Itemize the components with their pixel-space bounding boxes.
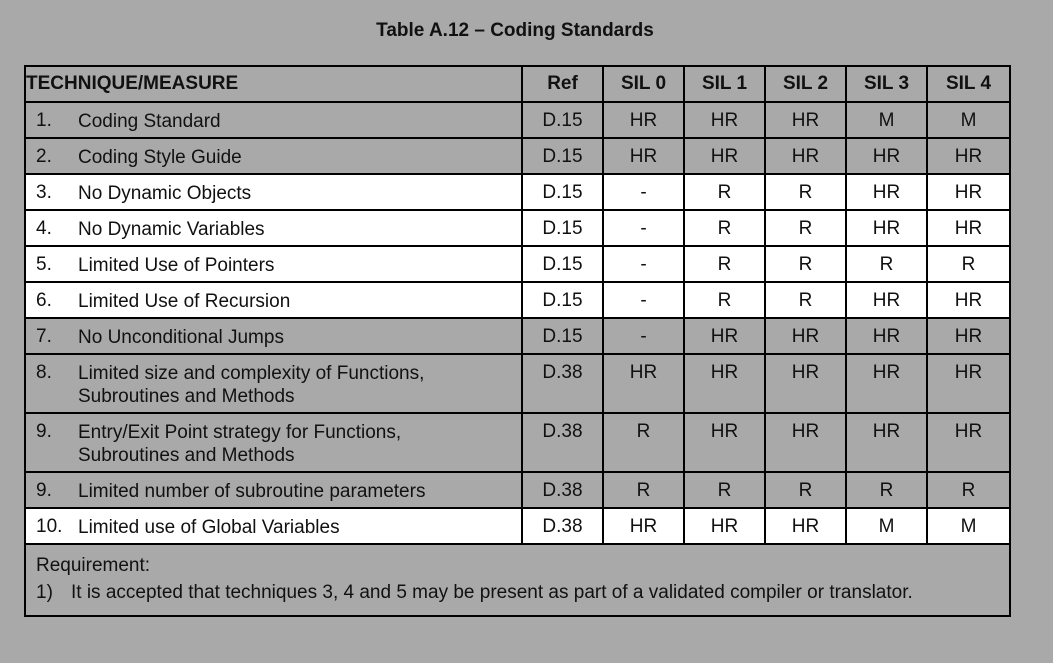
technique-name-line: Subroutines and Methods xyxy=(78,386,295,407)
technique-name-line: Limited Use of Recursion xyxy=(78,291,291,312)
header-sil2: SIL 2 xyxy=(765,66,846,102)
technique-number: 7. xyxy=(36,326,52,347)
sil0-cell: HR xyxy=(603,102,684,138)
sil2-cell: R xyxy=(765,246,846,282)
technique-name xyxy=(78,218,265,241)
technique-name-line: Coding Standard xyxy=(78,111,221,132)
technique-number: 9. xyxy=(36,421,52,442)
technique-number: 10. xyxy=(36,516,63,537)
sil4-cell: R xyxy=(927,246,1010,282)
sil2-cell: HR xyxy=(765,354,846,413)
sil1-cell: HR xyxy=(684,413,765,472)
technique-number: 4. xyxy=(36,218,52,239)
table-row xyxy=(25,246,1010,282)
sil2-cell: HR xyxy=(765,508,846,544)
header-sil0: SIL 0 xyxy=(603,66,684,102)
sil1-cell: R xyxy=(684,472,765,508)
technique-name-line: Limited Use of Pointers xyxy=(78,255,275,276)
ref-cell: D.15 xyxy=(522,102,603,138)
ref-cell: D.38 xyxy=(522,508,603,544)
ref-cell: D.15 xyxy=(522,282,603,318)
sil1-cell: HR xyxy=(684,138,765,174)
header-sil3: SIL 3 xyxy=(846,66,927,102)
sil1-cell: R xyxy=(684,246,765,282)
sil0-cell: - xyxy=(603,246,684,282)
technique-name xyxy=(78,421,401,467)
sil1-cell: R xyxy=(684,282,765,318)
table-row xyxy=(25,413,1010,472)
sil2-cell: HR xyxy=(765,413,846,472)
table-title: Table A.12 – Coding Standards xyxy=(376,20,654,41)
sil3-cell: HR xyxy=(846,354,927,413)
table-header-row xyxy=(25,66,1010,102)
technique-name xyxy=(78,290,290,313)
technique-name-line: Coding Style Guide xyxy=(78,147,242,168)
sil4-cell: HR xyxy=(927,174,1010,210)
technique-name xyxy=(78,110,221,133)
table-row xyxy=(25,102,1010,138)
sil0-cell: R xyxy=(603,413,684,472)
ref-cell: D.38 xyxy=(522,472,603,508)
ref-cell: D.38 xyxy=(522,413,603,472)
requirement-title: Requirement: xyxy=(36,555,151,576)
header-sil1: SIL 1 xyxy=(684,66,765,102)
header-technique: TECHNIQUE/MEASURE xyxy=(25,66,522,102)
technique-name-line: Limited use of Global Variables xyxy=(78,517,340,538)
ref-cell: D.15 xyxy=(522,174,603,210)
technique-name xyxy=(78,516,340,539)
ref-cell: D.38 xyxy=(522,354,603,413)
sil0-cell: - xyxy=(603,210,684,246)
sil3-cell: HR xyxy=(846,138,927,174)
sil3-cell: R xyxy=(846,472,927,508)
technique-number: 1. xyxy=(36,110,52,131)
sil3-cell: HR xyxy=(846,210,927,246)
coding-standards-table xyxy=(24,65,1011,617)
sil0-cell: - xyxy=(603,318,684,354)
technique-cell xyxy=(25,174,522,210)
table-row xyxy=(25,472,1010,508)
technique-number: 6. xyxy=(36,290,52,311)
table-row xyxy=(25,138,1010,174)
sil2-cell: R xyxy=(765,210,846,246)
technique-number: 2. xyxy=(36,146,52,167)
technique-name xyxy=(78,326,284,349)
sil4-cell: HR xyxy=(927,354,1010,413)
technique-name xyxy=(78,362,424,408)
ref-cell: D.15 xyxy=(522,138,603,174)
sil2-cell: R xyxy=(765,472,846,508)
sil0-cell: HR xyxy=(603,508,684,544)
technique-number: 5. xyxy=(36,254,52,275)
sil4-cell: HR xyxy=(927,282,1010,318)
technique-cell xyxy=(25,413,522,472)
sil0-cell: R xyxy=(603,472,684,508)
sil1-cell: R xyxy=(684,174,765,210)
table-row xyxy=(25,318,1010,354)
sil0-cell: HR xyxy=(603,354,684,413)
technique-cell xyxy=(25,246,522,282)
technique-cell xyxy=(25,508,522,544)
technique-cell xyxy=(25,318,522,354)
sil1-cell: HR xyxy=(684,318,765,354)
table-row xyxy=(25,508,1010,544)
sil3-cell: HR xyxy=(846,174,927,210)
technique-name-line: No Dynamic Variables xyxy=(78,219,265,240)
technique-name-line: No Dynamic Objects xyxy=(78,183,252,204)
sil4-cell: M xyxy=(927,102,1010,138)
sil4-cell: HR xyxy=(927,138,1010,174)
technique-number: 9. xyxy=(36,480,52,501)
sil2-cell: HR xyxy=(765,138,846,174)
technique-number: 8. xyxy=(36,362,52,383)
sil0-cell: - xyxy=(603,174,684,210)
sil3-cell: M xyxy=(846,508,927,544)
header-sil4: SIL 4 xyxy=(927,66,1010,102)
sil3-cell: HR xyxy=(846,282,927,318)
sil4-cell: R xyxy=(927,472,1010,508)
technique-name-line: Entry/Exit Point strategy for Functions, xyxy=(78,422,402,443)
sil4-cell: HR xyxy=(927,413,1010,472)
requirement-item xyxy=(36,579,999,607)
ref-cell: D.15 xyxy=(522,210,603,246)
table-row xyxy=(25,210,1010,246)
ref-cell: D.15 xyxy=(522,246,603,282)
technique-name xyxy=(78,146,242,169)
technique-name xyxy=(78,182,251,205)
sil2-cell: HR xyxy=(765,102,846,138)
sil4-cell: HR xyxy=(927,210,1010,246)
sil2-cell: HR xyxy=(765,318,846,354)
technique-cell xyxy=(25,472,522,508)
technique-cell xyxy=(25,354,522,413)
technique-name-line: No Unconditional Jumps xyxy=(78,327,284,348)
sil1-cell: HR xyxy=(684,508,765,544)
sil1-cell: HR xyxy=(684,354,765,413)
table-row xyxy=(25,174,1010,210)
technique-cell xyxy=(25,210,522,246)
sil3-cell: R xyxy=(846,246,927,282)
technique-name xyxy=(78,480,425,503)
sil3-cell: M xyxy=(846,102,927,138)
ref-cell: D.15 xyxy=(522,318,603,354)
sil0-cell: - xyxy=(603,282,684,318)
sil2-cell: R xyxy=(765,282,846,318)
sil1-cell: HR xyxy=(684,102,765,138)
sil0-cell: HR xyxy=(603,138,684,174)
table-row xyxy=(25,282,1010,318)
sil1-cell: R xyxy=(684,210,765,246)
technique-cell xyxy=(25,138,522,174)
technique-name-line: Limited size and complexity of Functions, xyxy=(78,363,425,384)
technique-number: 3. xyxy=(36,182,52,203)
technique-name xyxy=(78,254,274,277)
requirement-item-number: 1) xyxy=(36,582,53,603)
table-row xyxy=(25,354,1010,413)
sil2-cell: R xyxy=(765,174,846,210)
technique-cell xyxy=(25,102,522,138)
sil4-cell: M xyxy=(927,508,1010,544)
technique-cell xyxy=(25,282,522,318)
requirement-cell xyxy=(25,544,1010,616)
header-ref: Ref xyxy=(522,66,603,102)
sil3-cell: HR xyxy=(846,318,927,354)
technique-name-line: Limited number of subroutine parameters xyxy=(78,481,426,502)
technique-name-line: Subroutines and Methods xyxy=(78,445,295,466)
requirement-item-text: It is accepted that techniques 3, 4 and 5 may be present as part of a validated compiler or translator. xyxy=(71,582,913,603)
sil3-cell: HR xyxy=(846,413,927,472)
sil4-cell: HR xyxy=(927,318,1010,354)
